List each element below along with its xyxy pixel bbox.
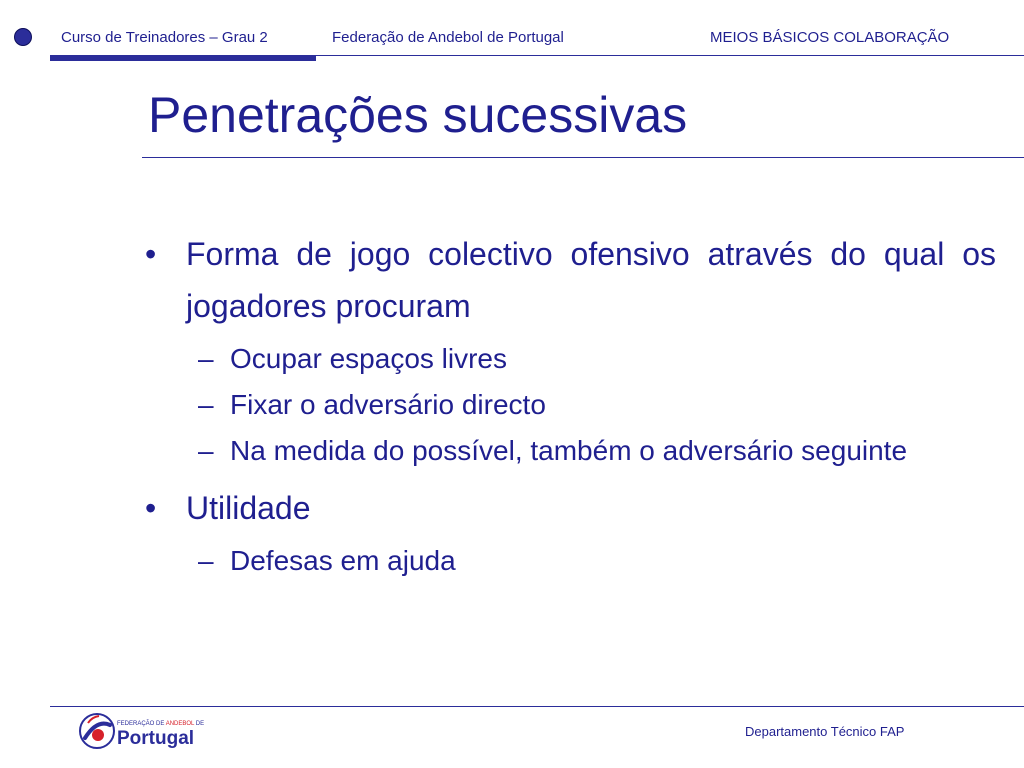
bullet-item: [142, 228, 996, 332]
sub-bullet-text: Fixar o adversário directo: [230, 389, 546, 420]
header-federation: Federação de Andebol de Portugal: [332, 29, 564, 46]
sub-bullet-text: Ocupar espaços livres: [230, 343, 508, 374]
title-rule: [142, 157, 1024, 158]
sub-bullet-item: [142, 336, 996, 382]
footer-department: Departamento Técnico FAP: [745, 724, 905, 739]
sub-bullet-text: Defesas em ajuda: [230, 545, 456, 576]
slide-content: [142, 228, 996, 584]
bullet-marker: •: [145, 236, 157, 272]
sub-bullet-text: Na medida do possível, também o adversário seguinte: [230, 435, 908, 466]
slide-title: Penetrações sucessivas: [148, 87, 688, 143]
svg-text:FEDERAÇÃO DE ANDEBOL DE: [117, 720, 204, 727]
sub-bullet-item: [142, 538, 996, 584]
bullet-item: [142, 482, 996, 534]
header-rule-thin: [316, 55, 1024, 56]
sub-bullet-item: [142, 428, 996, 474]
bullet-marker: •: [145, 490, 157, 526]
fap-emblem-icon: [77, 711, 217, 751]
header-course: Curso de Treinadores – Grau 2: [61, 29, 268, 46]
bullet-text: Utilidade: [186, 490, 311, 526]
bullet-text: Forma de jogo colectivo ofensivo através do qual os jogadores procuram: [186, 236, 996, 324]
fap-logo: [77, 711, 217, 751]
header-bullet-icon: [14, 28, 32, 46]
header-rule-thick: [50, 55, 316, 61]
footer-rule: [50, 706, 1024, 707]
header-section: MEIOS BÁSICOS COLABORAÇÃO: [710, 29, 950, 46]
sub-bullet-marker: –: [198, 435, 214, 466]
logo-name: Portugal: [117, 728, 195, 749]
sub-bullet-marker: –: [198, 343, 214, 374]
sub-bullet-marker: –: [198, 545, 214, 576]
logo-small-text-prefix: FEDERAÇÃO DE: [117, 721, 166, 727]
sub-bullet-item: [142, 382, 996, 428]
logo-small-text-suffix: DE: [194, 721, 205, 727]
logo-small-text-highlight: ANDEBOL: [165, 721, 195, 727]
sub-bullet-marker: –: [198, 389, 214, 420]
